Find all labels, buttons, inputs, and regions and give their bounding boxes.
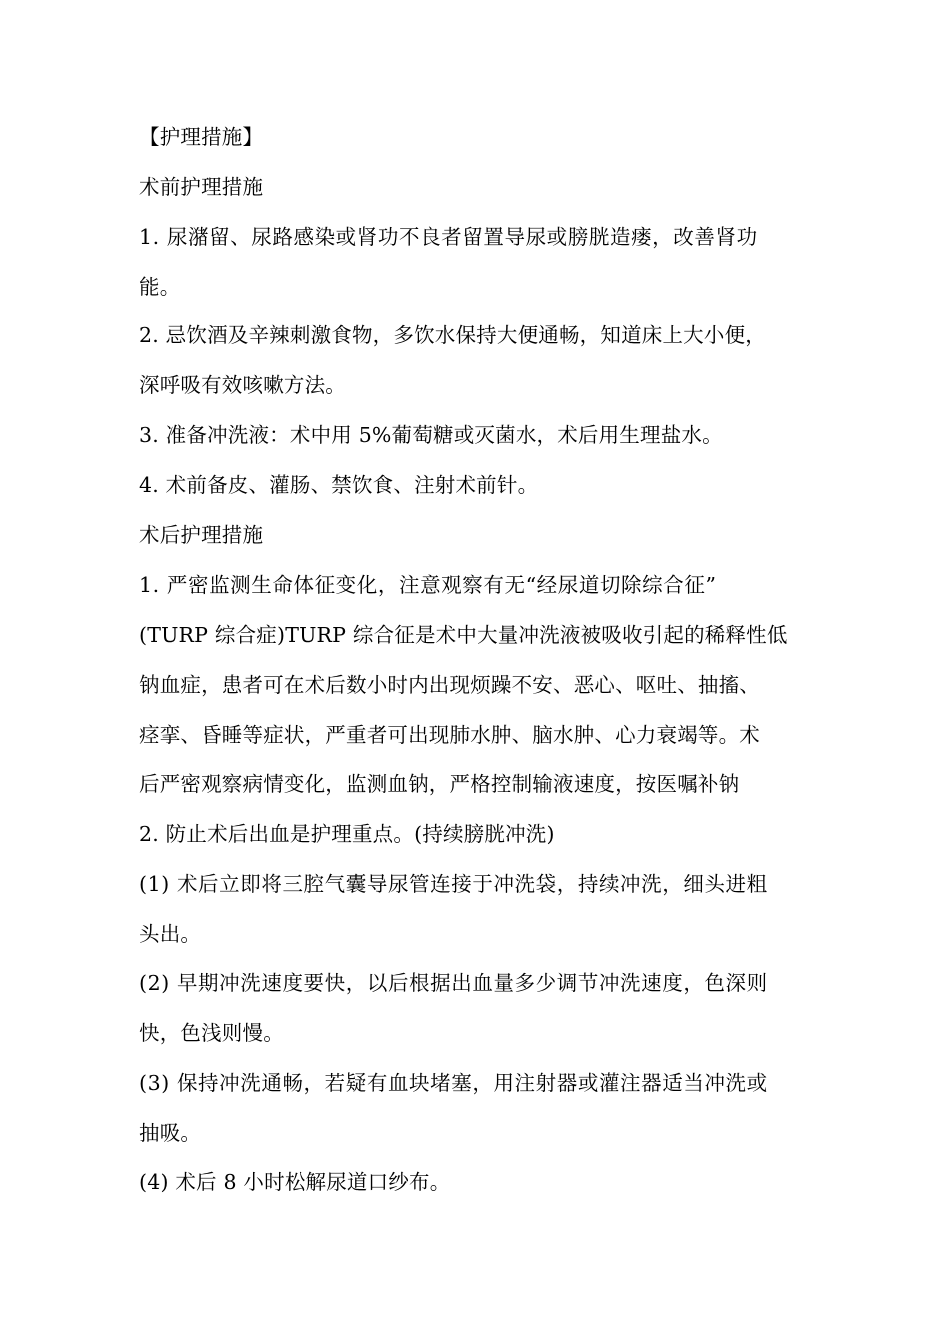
post-op-item-2: 2. 防止术后出血是护理重点。(持续膀胱冲洗) [139,822,555,846]
post-op-item-1-line-2: (TURP 综合症)TURP 综合征是术中大量冲洗液被吸收引起的稀释性低 [139,623,788,647]
pre-op-item-2-line-1: 2. 忌饮酒及辛辣刺激食物，多饮水保持大便通畅，知道床上大小便， [139,323,766,347]
pre-op-item-1-line-2: 能。 [139,275,181,299]
post-op-sub-item-4: (4) 术后 8 小时松解尿道口纱布。 [139,1170,451,1194]
post-op-sub-item-3-line-2: 抽吸。 [139,1121,202,1145]
post-op-sub-item-2-line-1: (2) 早期冲洗速度要快，以后根据出血量多少调节冲洗速度，色深则 [139,971,768,995]
post-op-item-1-line-4: 痉挛、昏睡等症状，严重者可出现肺水肿、脑水肿、心力衰竭等。术 [139,723,760,747]
pre-op-item-1-line-1: 1. 尿潴留、尿路感染或肾功不良者留置导尿或膀胱造瘘，改善肾功 [139,225,758,249]
pre-op-item-4: 4. 术前备皮、灌肠、禁饮食、注射术前针。 [139,473,539,497]
post-op-sub-item-1-line-2: 头出。 [139,922,202,946]
post-op-sub-item-3-line-1: (3) 保持冲洗通畅，若疑有血块堵塞，用注射器或灌注器适当冲洗或 [139,1071,768,1095]
pre-op-title: 术前护理措施 [139,175,264,199]
post-op-item-1-line-5: 后严密观察病情变化，监测血钠，严格控制输液速度，按医嘱补钠 [139,772,740,796]
post-op-item-1-line-1: 1. 严密监测生命体征变化，注意观察有无“经尿道切除综合征” [139,573,717,597]
section-heading: 【护理措施】 [139,125,264,149]
pre-op-item-2-line-2: 深呼吸有效咳嗽方法。 [139,373,346,397]
post-op-sub-item-2-line-2: 快，色浅则慢。 [139,1021,284,1045]
post-op-item-1-line-3: 钠血症，患者可在术后数小时内出现烦躁不安、恶心、呕吐、抽搐、 [139,673,760,697]
post-op-sub-item-1-line-1: (1) 术后立即将三腔气囊导尿管连接于冲洗袋，持续冲洗，细头进粗 [139,872,768,896]
pre-op-item-3: 3. 准备冲洗液：术中用 5%葡萄糖或灭菌水，术后用生理盐水。 [139,423,723,447]
post-op-title: 术后护理措施 [139,523,264,547]
